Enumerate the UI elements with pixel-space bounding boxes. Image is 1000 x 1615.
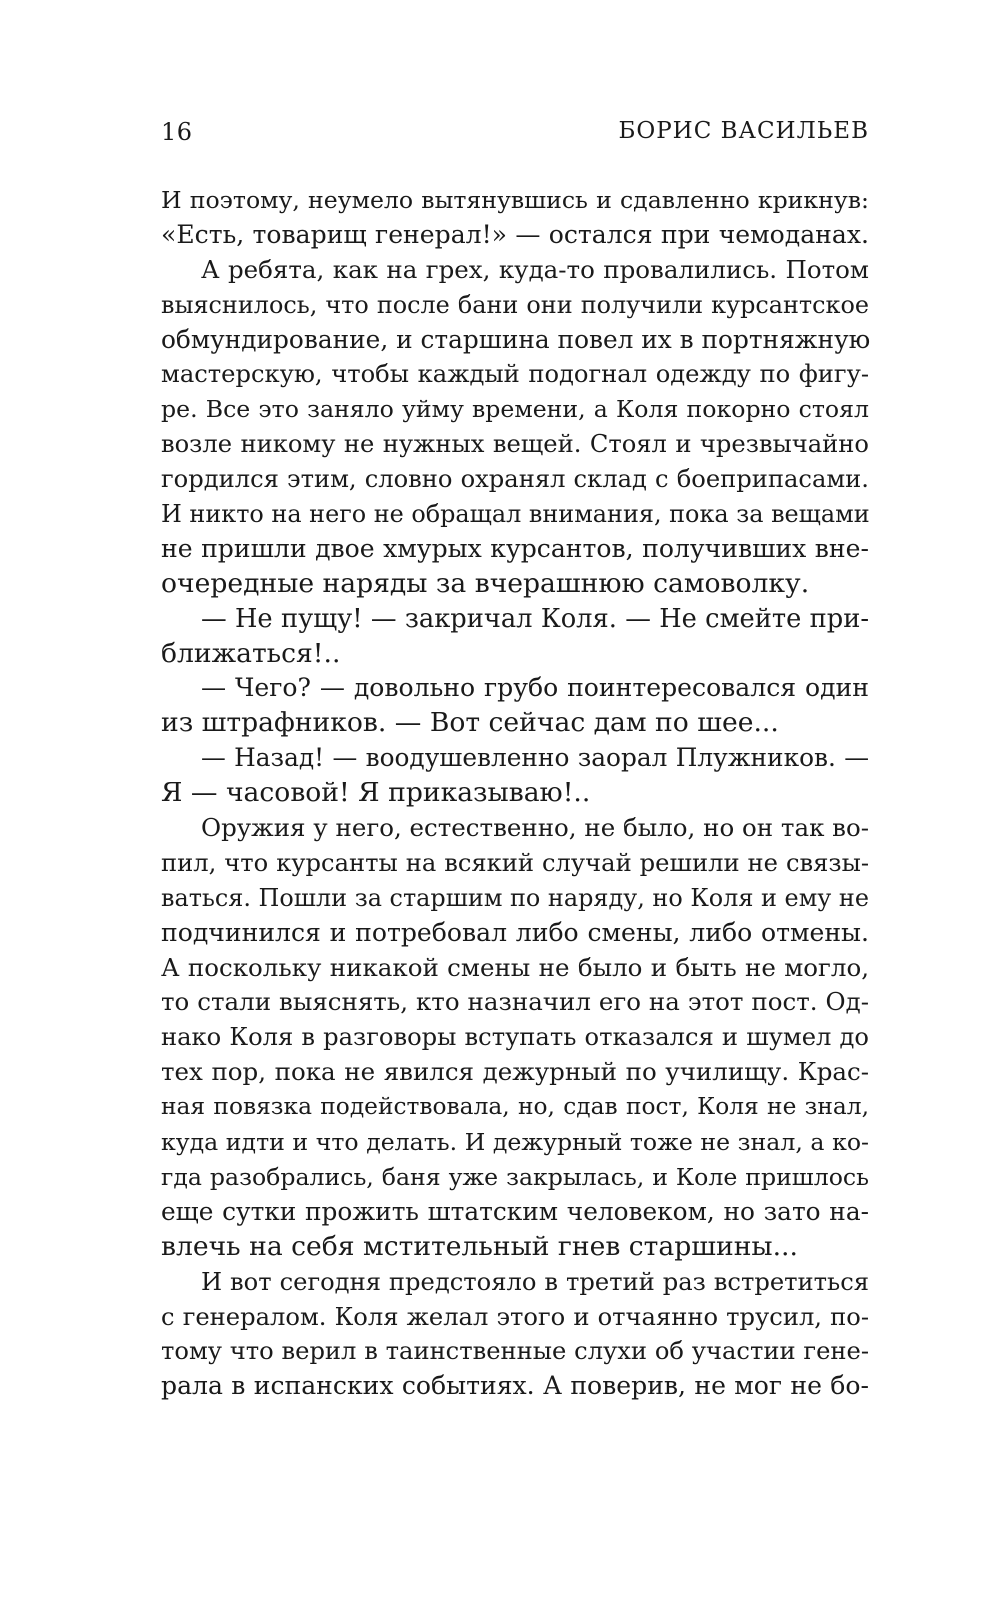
text-line: ре. Все это заняло уйму времени, а Коля покорно стоял: [161, 395, 869, 424]
text-line: еще сутки прожить штатским человеком, но зато на-: [161, 1196, 869, 1226]
text-line: возле никому не нужных вещей. Стоял и чрезвычайно: [161, 430, 869, 459]
text-line: влечь на себя мстительный гнев старшины...: [161, 1230, 798, 1262]
text-line: — Не пущу! — закричал Коля. — Не смейте при-: [201, 603, 869, 634]
text-line: «Есть, товарищ генерал!» — остался при чемоданах.: [161, 219, 869, 249]
text-line: ваться. Пошли за старшим по наряду, но Коля и ему не: [161, 883, 869, 912]
text-line: пил, что курсанты на всякий случай решили не связы-: [161, 848, 869, 877]
text-line: А поскольку никакой смены не было и быть не могло,: [161, 952, 869, 982]
text-line: куда идти и что делать. И дежурный тоже не знал, а ко-: [161, 1128, 869, 1157]
text-line: подчинился и потребовал либо смены, либо отмены.: [161, 917, 869, 947]
text-line: — Чего? — довольно грубо поинтересовался один: [201, 673, 869, 703]
text-line: из штрафников. — Вот сейчас дам по шее...: [161, 707, 779, 739]
text-line: нако Коля в разговоры вступать отказался и шумел до: [161, 1023, 869, 1052]
text-line: тому что верил в таинственные слухи об участии гене-: [161, 1337, 869, 1366]
running-head: [161, 118, 869, 150]
text-line: гда разобрались, баня уже закрылась, и Коле пришлось: [161, 1162, 869, 1191]
text-line: И никто на него не обращал внимания, пока за вещами: [161, 500, 870, 529]
text-line: А ребята, как на грех, куда-то провалились. Потом: [201, 254, 869, 284]
text-line: ная повязка подействовала, но, сдав пост, Коля не знал,: [161, 1093, 869, 1121]
text-line: мастерскую, чтобы каждый подогнал одежду по фигу-: [161, 360, 869, 389]
text-line: И поэтому, неумело вытянувшись и сдавленно крикнув:: [161, 186, 869, 214]
text-line: выяснилось, что после бани они получили курсантское: [161, 290, 869, 319]
text-line: тех пор, пока не явился дежурный по училищу. Крас-: [161, 1057, 869, 1087]
text-line: рала в испанских событиях. А поверив, не мог не бо-: [161, 1371, 869, 1401]
running-title: БОРИС ВАСИЛЬЕВ: [618, 118, 869, 144]
text-line: очередные наряды за вчерашнюю самоволку.: [161, 567, 810, 599]
text-line: обмундирование, и старшина повел их в портняжную: [161, 324, 871, 354]
text-line: Я — часовой! Я приказываю!..: [161, 777, 591, 809]
text-line: Оружия у него, естественно, не было, но он так во-: [201, 813, 869, 843]
body-text: [161, 183, 869, 1404]
text-line: с генералом. Коля желал этого и отчаянно трусил, по-: [161, 1302, 869, 1331]
page-number: 16: [161, 118, 193, 146]
text-line: И вот сегодня предстояло в третий раз встретиться: [201, 1267, 869, 1296]
text-line: — Назад! — воодушевленно заорал Плужников. —: [201, 743, 869, 773]
text-line: гордился этим, словно охранял склад с боеприпасами.: [161, 465, 869, 494]
text-line: то стали выяснять, кто назначил его на этот пост. Од-: [161, 987, 869, 1017]
text-line: ближаться!..: [161, 637, 341, 669]
text-line: не пришли двое хмурых курсантов, получивших вне-: [161, 533, 869, 563]
